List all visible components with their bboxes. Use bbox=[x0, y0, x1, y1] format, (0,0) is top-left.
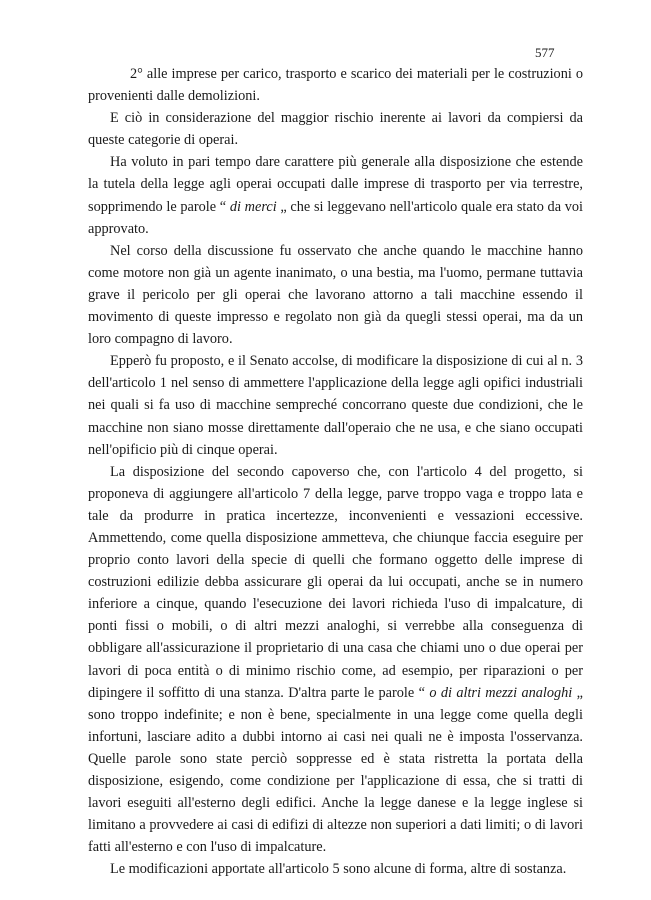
paragraph-3-quote: di merci bbox=[226, 198, 281, 215]
page-number: 577 bbox=[535, 45, 555, 60]
paragraph-6 bbox=[88, 461, 583, 859]
paragraph-1: 2° alle imprese per carico, trasporto e scarico dei materiali per le costruzioni o provenienti dalle demolizioni. bbox=[88, 66, 583, 105]
paragraph-2: E ciò in considerazione del maggior rischio inerente ai lavori da compiersi da queste categorie di operai. bbox=[88, 110, 583, 149]
paragraph-3-post: „ che si leggevano nell'articolo quale era stato da voi approvato. bbox=[88, 198, 584, 237]
paragraph-7: Le modificazioni apportate all'articolo 5 sono alcune di forma, altre di sostanza. bbox=[110, 861, 567, 878]
paragraph-6-pre: La disposizione del secondo capoverso che, con l'articolo 4 del progetto, si proponeva di aggiungere all'articolo 7 della legge, parve troppo vaga e troppo lata e tale da produrre in pratica incertezze, inconvenienti e vessazioni eccessive. Ammettendo, come quella disposizione ammetteva, che chiunque faccia eseguire per proprio conto lavori della specie di quelli che formano oggetto delle imprese di costruzioni edilizie debba assicurare gli operai da lui occupati, anche se in numero inferiore a cinque, quando l'esecuzione dei lavori richieda l'uso di impalcature, di ponti fissi o mobili, o di altri mezzi analoghi, si verrebbe alla conseguenza di obbligare all'assicurazione il proprietario di una casa che chiami uno o due operai per lavori di poca entità o di minimo rischio come, ad esempio, per riparazioni o per dipingere il soffitto di una stanza. D'altra parte le parole “ bbox=[88, 463, 583, 701]
paragraph-3-pre: Ha voluto in pari tempo dare carattere più generale alla disposizione che estende la tutela della legge agli operai occupati dalle imprese di trasporto per via terrestre, sopprimendo le parole “ bbox=[88, 154, 583, 215]
paragraph-6-quote: o di altri mezzi analoghi bbox=[424, 684, 577, 701]
body-text bbox=[88, 63, 583, 880]
paragraph-5: Epperò fu proposto, e il Senato accolse, di modificare la disposizione di cui al n. 3 dell'articolo 1 nel senso di ammettere l'applicazione della legge agli opifici industriali nei quali si fa uso di macchine sempreché concorrano queste due condizioni, che le macchine non siano mosse direttamente dall'operaio che ne usa, e che siano occupati nell'opificio più di cinque operai. bbox=[88, 353, 583, 458]
paragraph-6-post: „ sono troppo indefinite; e non è bene, specialmente in una legge come quella degli infortuni, lasciare adito a dubbi intorno ai casi nei quali ne è imposta l'osservanza. Quelle parole sono state perciò soppresse ed è stata ristretta la portata della disposizione, esigendo, come condizione per l'applicazione di essa, che si tratti di lavori eseguiti all'esterno degli edifici. Anche la legge danese e la legge inglese si limitano a provvedere ai casi di edifizi di altezze non superiori a dati limiti; o di lavori fatti all'esterno e con l'uso di impalcature. bbox=[88, 684, 584, 856]
paragraph-4: Nel corso della discussione fu osservato che anche quando le macchine hanno come motore non già un agente inanimato, o una bestia, ma l'uomo, permane tuttavia grave il pericolo per gli operai che lavorano attorno a tali macchine essendo il movimento di queste impresso e regolato non già da quegli stessi operai, ma da un loro compagno di lavoro. bbox=[88, 242, 583, 348]
paragraph-3 bbox=[88, 151, 583, 239]
